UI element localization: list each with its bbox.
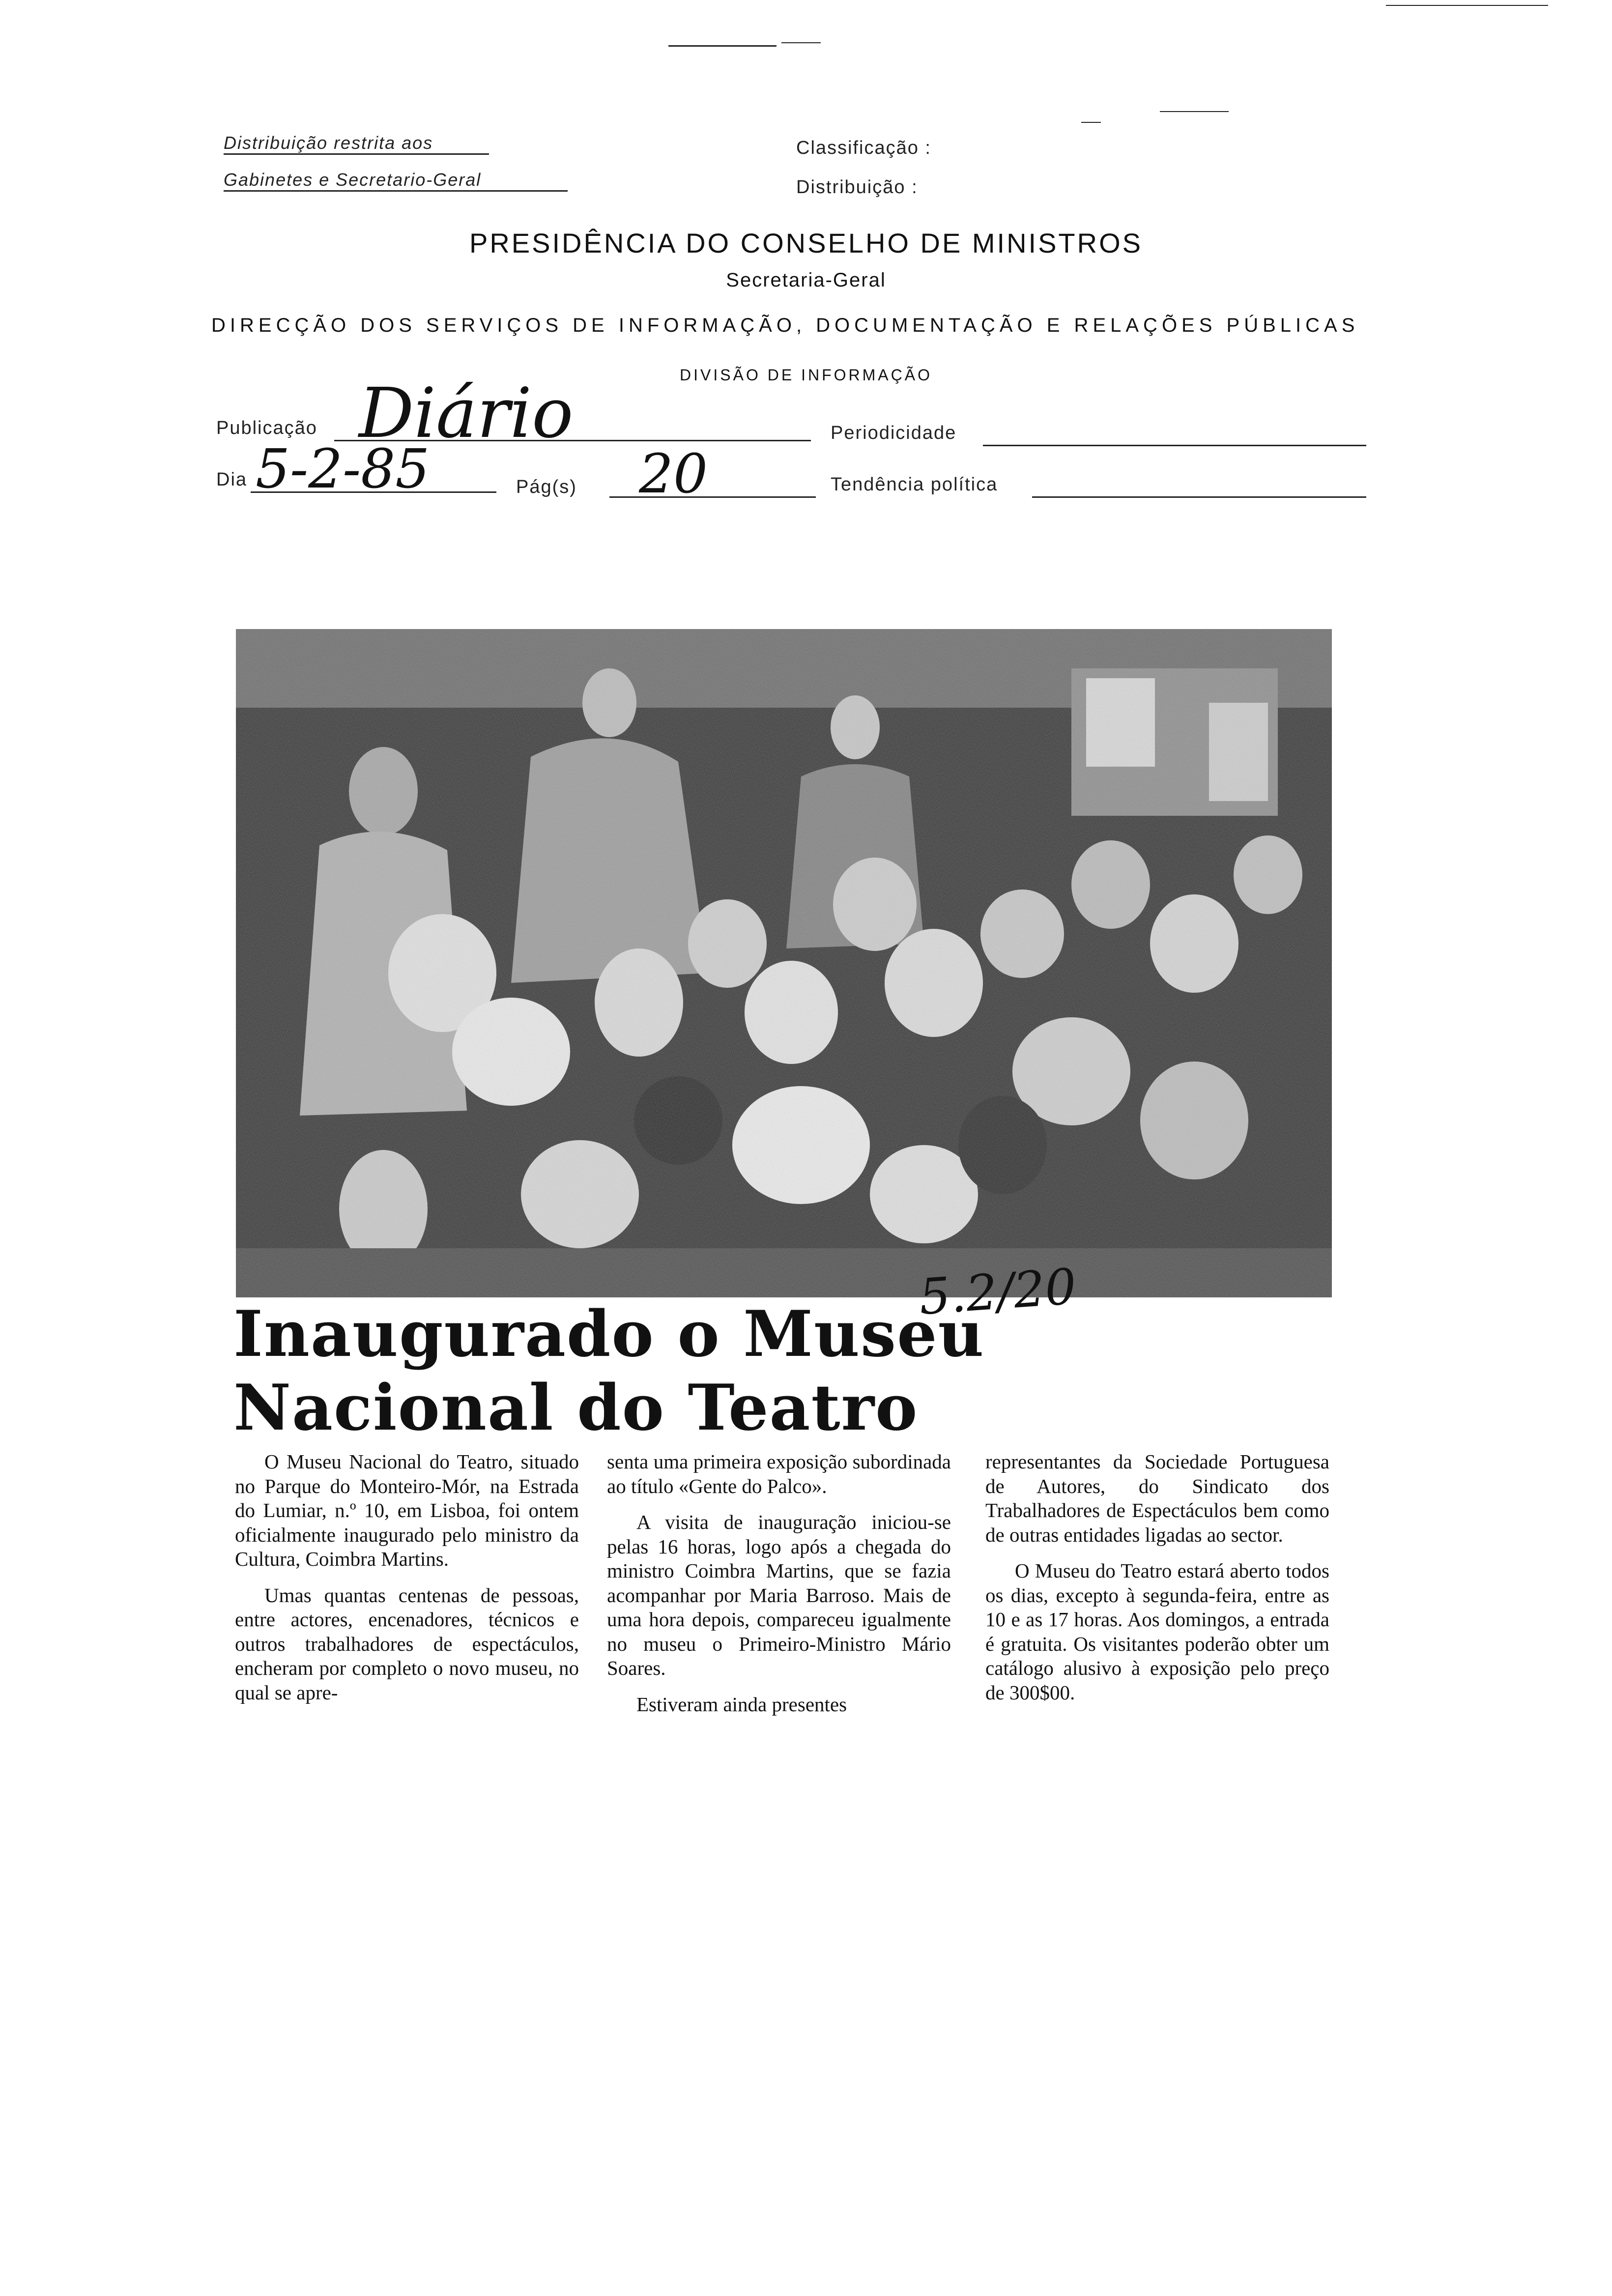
government-subtitle: Secretaria-Geral <box>726 269 886 291</box>
pages-handwritten: 20 <box>639 442 708 505</box>
political-tendency-label: Tendência política <box>831 474 998 495</box>
scan-mark <box>1386 5 1548 6</box>
scan-mark <box>668 45 777 47</box>
direction-line: DIRECÇÃO DOS SERVIÇOS DE INFORMAÇÃO, DOCUMENTAÇÃO E RELAÇÕES PÚBLICAS <box>211 315 1359 336</box>
paragraph: senta uma primeira exposição subordinada ao título «Gente do Palco». <box>607 1450 951 1497</box>
distribution-note-line2: Gabinetes e Secretario-Geral <box>224 170 568 192</box>
scan-mark <box>1081 122 1101 123</box>
political-tendency-line <box>1032 496 1366 498</box>
handwritten-annotation: 5.2/20 <box>917 1257 1078 1326</box>
article-column-3 <box>985 1450 1329 1717</box>
distribution-note-line1: Distribuição restrita aos <box>224 133 489 155</box>
event-photo <box>236 629 1332 1297</box>
publication-handwritten: Diário <box>359 373 574 454</box>
paragraph: Umas quantas centenas de pessoas, entre actores, encenadores, técnicos e outros trabalhadores de espectáculos, encheram por completo o novo museu, no qual se apre- <box>235 1583 579 1704</box>
article-column-2 <box>607 1450 951 1728</box>
periodicity-label: Periodicidade <box>831 423 957 443</box>
publication-label: Publicação <box>216 418 317 438</box>
headline-line2: Nacional do Teatro <box>233 1371 919 1445</box>
article-headline <box>233 1297 985 1445</box>
article-column-1 <box>235 1450 579 1717</box>
paragraph: O Museu do Teatro estará aberto todos os dias, excepto à segunda-feira, entre as 10 e as 17 horas. Aos domingos, a entrada é gratuita. Os visitantes poderão obter um catálogo alusivo à exposição pelo preço de 300$00. <box>985 1559 1329 1704</box>
classification-label: Classificação : <box>796 138 931 158</box>
distribution-label: Distribuição : <box>796 177 918 198</box>
division-line: DIVISÃO DE INFORMAÇÃO <box>680 366 932 384</box>
paragraph: Estiveram ainda presentes <box>636 1693 847 1716</box>
government-title: PRESIDÊNCIA DO CONSELHO DE MINISTROS <box>469 228 1143 258</box>
scan-mark <box>781 42 821 43</box>
day-label: Dia <box>216 469 248 490</box>
pages-label: Pág(s) <box>516 477 577 497</box>
headline-line1: Inaugurado o Museu <box>233 1297 985 1371</box>
day-handwritten: 5-2-85 <box>256 437 430 500</box>
paragraph: O Museu Nacional do Teatro, situado no Parque do Monteiro-Mór, na Estrada do Lumiar, n.º 10, em Lisboa, foi ontem oficialmente inaugurado pelo ministro da Cultura, Coimbra Martins. <box>235 1450 579 1570</box>
periodicity-line <box>983 445 1366 446</box>
paragraph: A visita de inauguração iniciou-se pelas 16 horas, logo após a chegada do ministro Coimbra Martins, que se fazia acompanhar por Maria Barroso. Mais de uma hora depois, compareceu igualmente no museu o Primeiro-Ministro Mário Soares. <box>607 1511 951 1679</box>
scan-mark <box>1160 111 1229 112</box>
paragraph: representantes da Sociedade Portuguesa de Autores, do Sindicato dos Trabalhadores de Espectáculos bem como de outras entidades ligadas ao sector. <box>985 1450 1329 1546</box>
